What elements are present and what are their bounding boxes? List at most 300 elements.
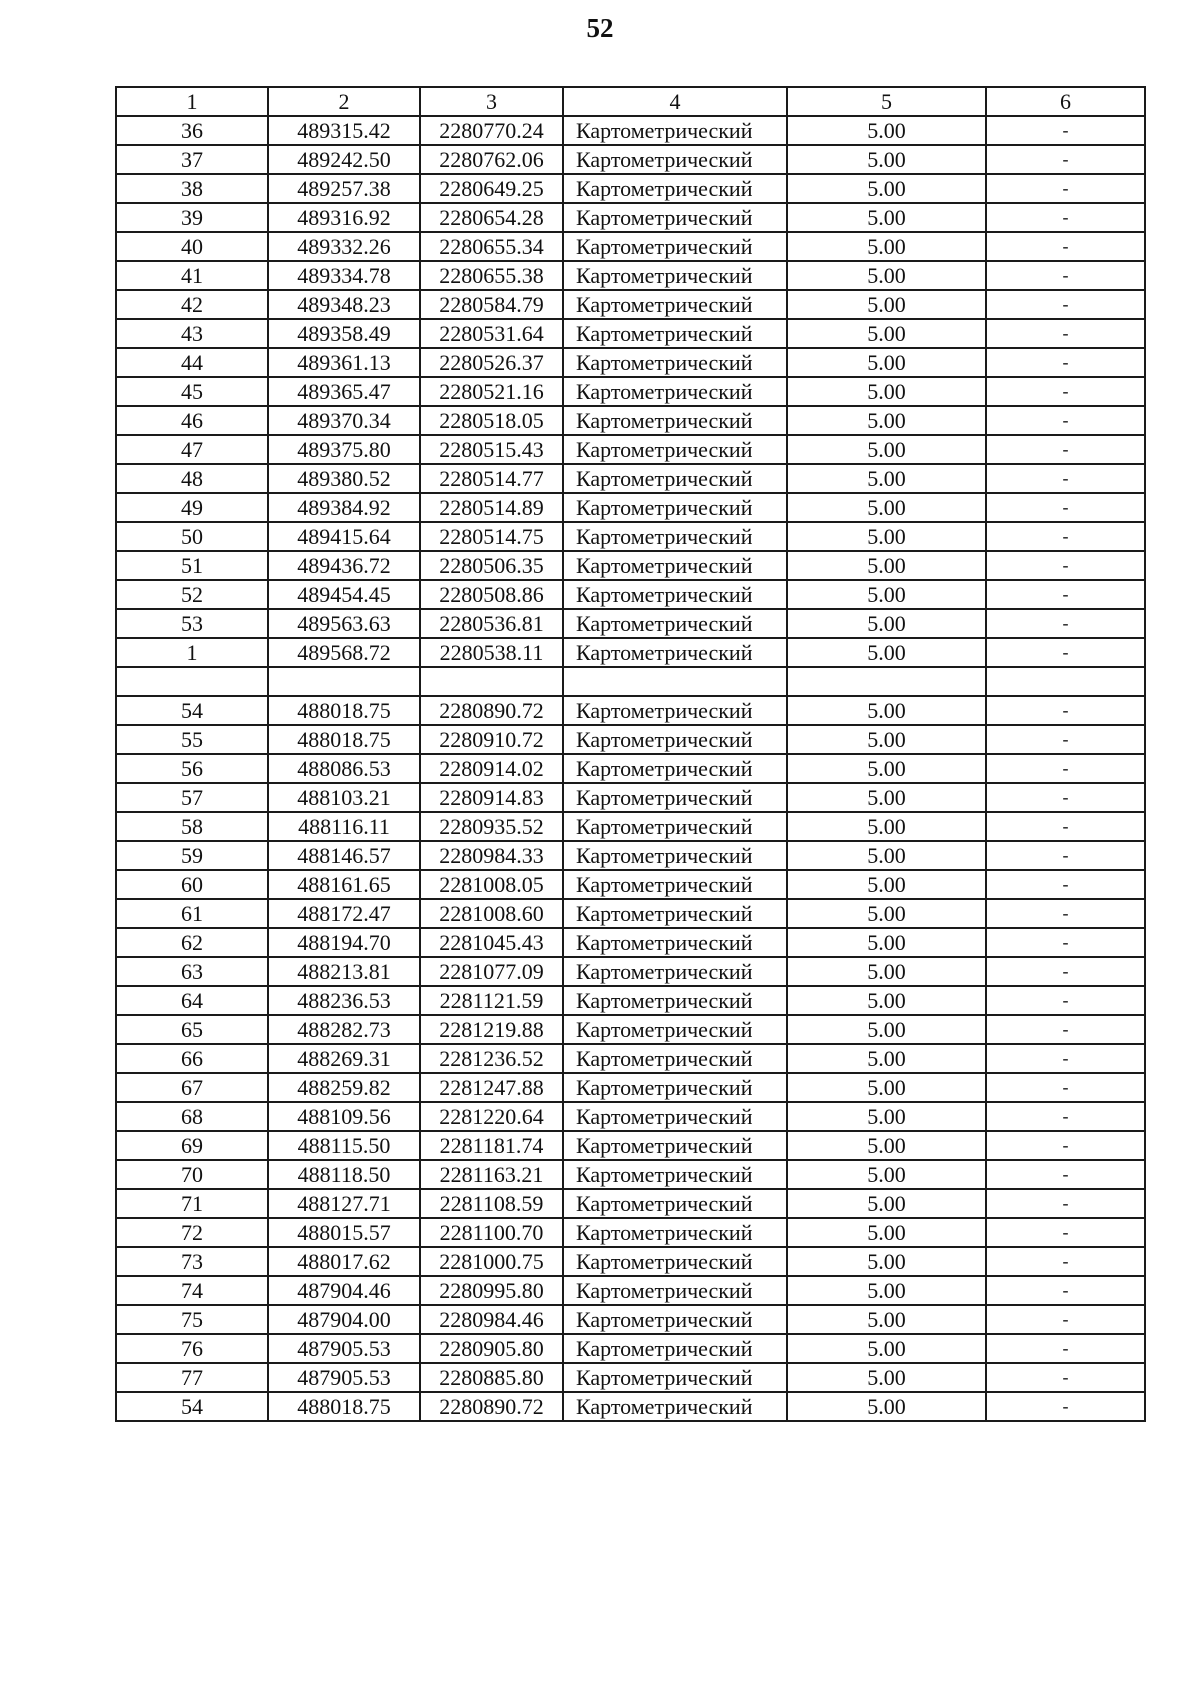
method-cell: Картометрический: [563, 783, 787, 812]
method-cell: Картометрический: [563, 261, 787, 290]
table-row: [116, 580, 1145, 609]
accuracy-cell: 5.00: [787, 464, 986, 493]
note-cell: -: [986, 1189, 1145, 1218]
y-coordinate-cell: 2280521.16: [420, 377, 563, 406]
table-row: [116, 1276, 1145, 1305]
note-cell: -: [986, 435, 1145, 464]
method-cell: Картометрический: [563, 841, 787, 870]
y-coordinate-cell: 2280914.02: [420, 754, 563, 783]
method-cell: Картометрический: [563, 174, 787, 203]
method-cell: Картометрический: [563, 1102, 787, 1131]
note-cell: -: [986, 1363, 1145, 1392]
table-row: [116, 348, 1145, 377]
accuracy-cell: 5.00: [787, 1160, 986, 1189]
method-cell: Картометрический: [563, 1247, 787, 1276]
accuracy-cell: 5.00: [787, 232, 986, 261]
table-row: [116, 1073, 1145, 1102]
method-cell: Картометрический: [563, 928, 787, 957]
x-coordinate-cell: 488017.62: [268, 1247, 420, 1276]
x-coordinate-cell: 488018.75: [268, 696, 420, 725]
y-coordinate-cell: 2280984.46: [420, 1305, 563, 1334]
point-number-cell: 72: [116, 1218, 268, 1247]
method-cell: Картометрический: [563, 464, 787, 493]
table-row: [116, 319, 1145, 348]
table-row: [116, 696, 1145, 725]
method-cell: Картометрический: [563, 812, 787, 841]
method-cell: Картометрический: [563, 696, 787, 725]
note-cell: -: [986, 1247, 1145, 1276]
accuracy-cell: 5.00: [787, 493, 986, 522]
accuracy-cell: 5.00: [787, 899, 986, 928]
x-coordinate-cell: 489380.52: [268, 464, 420, 493]
point-number-cell: 69: [116, 1131, 268, 1160]
method-cell: Картометрический: [563, 232, 787, 261]
method-cell: Картометрический: [563, 290, 787, 319]
y-coordinate-cell: 2280508.86: [420, 580, 563, 609]
y-coordinate-cell: 2281108.59: [420, 1189, 563, 1218]
note-cell: -: [986, 232, 1145, 261]
note-cell: -: [986, 493, 1145, 522]
accuracy-cell: 5.00: [787, 841, 986, 870]
table-row: [116, 377, 1145, 406]
note-cell: -: [986, 348, 1145, 377]
accuracy-cell: 5.00: [787, 1276, 986, 1305]
point-number-cell: 77: [116, 1363, 268, 1392]
method-cell: Картометрический: [563, 1189, 787, 1218]
y-coordinate-cell: 2280885.80: [420, 1363, 563, 1392]
note-cell: -: [986, 377, 1145, 406]
method-cell: Картометрический: [563, 609, 787, 638]
x-coordinate-cell: 489348.23: [268, 290, 420, 319]
method-cell: Картометрический: [563, 1073, 787, 1102]
point-number-cell: 55: [116, 725, 268, 754]
point-number-cell: 74: [116, 1276, 268, 1305]
accuracy-cell: 5.00: [787, 1363, 986, 1392]
y-coordinate-cell: 2280655.34: [420, 232, 563, 261]
y-coordinate-cell: 2280655.38: [420, 261, 563, 290]
header-cell: 1: [116, 87, 268, 116]
table-row: [116, 261, 1145, 290]
point-number-cell: 65: [116, 1015, 268, 1044]
method-cell: Картометрический: [563, 580, 787, 609]
note-cell: -: [986, 754, 1145, 783]
note-cell: -: [986, 638, 1145, 667]
note-cell: -: [986, 261, 1145, 290]
x-coordinate-cell: 488109.56: [268, 1102, 420, 1131]
table-row: [116, 812, 1145, 841]
accuracy-cell: 5.00: [787, 174, 986, 203]
accuracy-cell: 5.00: [787, 406, 986, 435]
note-cell: -: [986, 609, 1145, 638]
note-cell: -: [986, 812, 1145, 841]
x-coordinate-cell: 489454.45: [268, 580, 420, 609]
y-coordinate-cell: 2281181.74: [420, 1131, 563, 1160]
note-cell: -: [986, 986, 1145, 1015]
y-coordinate-cell: 2281247.88: [420, 1073, 563, 1102]
y-coordinate-cell: 2280914.83: [420, 783, 563, 812]
accuracy-cell: 5.00: [787, 203, 986, 232]
note-cell: -: [986, 899, 1145, 928]
table-row: [116, 1305, 1145, 1334]
method-cell: Картометрический: [563, 754, 787, 783]
x-coordinate-cell: 489332.26: [268, 232, 420, 261]
y-coordinate-cell: 2280984.33: [420, 841, 563, 870]
header-cell: 4: [563, 87, 787, 116]
x-coordinate-cell: 488259.82: [268, 1073, 420, 1102]
point-number-cell: 45: [116, 377, 268, 406]
method-cell: Картометрический: [563, 435, 787, 464]
note-cell: -: [986, 1102, 1145, 1131]
x-coordinate-cell: 487905.53: [268, 1334, 420, 1363]
table-row: [116, 1044, 1145, 1073]
y-coordinate-cell: 2281220.64: [420, 1102, 563, 1131]
note-cell: [986, 667, 1145, 696]
point-number-cell: 51: [116, 551, 268, 580]
y-coordinate-cell: 2280762.06: [420, 145, 563, 174]
table-row: [116, 725, 1145, 754]
x-coordinate-cell: 488115.50: [268, 1131, 420, 1160]
y-coordinate-cell: 2281121.59: [420, 986, 563, 1015]
accuracy-cell: 5.00: [787, 145, 986, 174]
accuracy-cell: 5.00: [787, 1044, 986, 1073]
x-coordinate-cell: 489365.47: [268, 377, 420, 406]
y-coordinate-cell: 2280514.89: [420, 493, 563, 522]
note-cell: -: [986, 290, 1145, 319]
table-row: [116, 609, 1145, 638]
table-row: [116, 1102, 1145, 1131]
table-row: [116, 290, 1145, 319]
x-coordinate-cell: 488146.57: [268, 841, 420, 870]
x-coordinate-cell: 488118.50: [268, 1160, 420, 1189]
note-cell: -: [986, 696, 1145, 725]
table-row: [116, 783, 1145, 812]
accuracy-cell: 5.00: [787, 783, 986, 812]
point-number-cell: 56: [116, 754, 268, 783]
note-cell: -: [986, 580, 1145, 609]
note-cell: -: [986, 870, 1145, 899]
y-coordinate-cell: 2281163.21: [420, 1160, 563, 1189]
accuracy-cell: 5.00: [787, 116, 986, 145]
accuracy-cell: 5.00: [787, 870, 986, 899]
x-coordinate-cell: 489316.92: [268, 203, 420, 232]
table-row: [116, 1189, 1145, 1218]
point-number-cell: 48: [116, 464, 268, 493]
x-coordinate-cell: 489563.63: [268, 609, 420, 638]
table-body: [116, 87, 1145, 1421]
accuracy-cell: 5.00: [787, 522, 986, 551]
accuracy-cell: 5.00: [787, 986, 986, 1015]
y-coordinate-cell: 2280654.28: [420, 203, 563, 232]
method-cell: Картометрический: [563, 377, 787, 406]
table-row: [116, 435, 1145, 464]
note-cell: -: [986, 1392, 1145, 1421]
point-number-cell: 50: [116, 522, 268, 551]
point-number-cell: 71: [116, 1189, 268, 1218]
point-number-cell: 44: [116, 348, 268, 377]
point-number-cell: 54: [116, 696, 268, 725]
x-coordinate-cell: 487905.53: [268, 1363, 420, 1392]
note-cell: -: [986, 928, 1145, 957]
method-cell: [563, 667, 787, 696]
y-coordinate-cell: 2280770.24: [420, 116, 563, 145]
method-cell: Картометрический: [563, 522, 787, 551]
y-coordinate-cell: 2281219.88: [420, 1015, 563, 1044]
table-row: [116, 203, 1145, 232]
x-coordinate-cell: 489384.92: [268, 493, 420, 522]
note-cell: -: [986, 1334, 1145, 1363]
x-coordinate-cell: 489415.64: [268, 522, 420, 551]
method-cell: Картометрический: [563, 899, 787, 928]
x-coordinate-cell: 488086.53: [268, 754, 420, 783]
accuracy-cell: 5.00: [787, 1334, 986, 1363]
method-cell: Картометрический: [563, 319, 787, 348]
method-cell: Картометрический: [563, 1160, 787, 1189]
y-coordinate-cell: 2280518.05: [420, 406, 563, 435]
table-row: [116, 522, 1145, 551]
accuracy-cell: 5.00: [787, 377, 986, 406]
point-number-cell: 39: [116, 203, 268, 232]
point-number-cell: 46: [116, 406, 268, 435]
method-cell: Картометрический: [563, 1392, 787, 1421]
x-coordinate-cell: 489361.13: [268, 348, 420, 377]
y-coordinate-cell: 2281045.43: [420, 928, 563, 957]
y-coordinate-cell: 2280526.37: [420, 348, 563, 377]
table-row: [116, 957, 1145, 986]
table-row: [116, 754, 1145, 783]
point-number-cell: 66: [116, 1044, 268, 1073]
point-number-cell: 57: [116, 783, 268, 812]
accuracy-cell: 5.00: [787, 348, 986, 377]
note-cell: -: [986, 841, 1145, 870]
accuracy-cell: 5.00: [787, 1131, 986, 1160]
note-cell: -: [986, 1015, 1145, 1044]
accuracy-cell: 5.00: [787, 696, 986, 725]
y-coordinate-cell: 2280935.52: [420, 812, 563, 841]
coordinates-table: [115, 86, 1146, 1422]
x-coordinate-cell: 489242.50: [268, 145, 420, 174]
table-row: [116, 232, 1145, 261]
note-cell: -: [986, 464, 1145, 493]
point-number-cell: 36: [116, 116, 268, 145]
table-row: [116, 551, 1145, 580]
accuracy-cell: 5.00: [787, 1305, 986, 1334]
y-coordinate-cell: [420, 667, 563, 696]
point-number-cell: 49: [116, 493, 268, 522]
y-coordinate-cell: 2280515.43: [420, 435, 563, 464]
y-coordinate-cell: 2280506.35: [420, 551, 563, 580]
point-number-cell: 1: [116, 638, 268, 667]
point-number-cell: 67: [116, 1073, 268, 1102]
accuracy-cell: 5.00: [787, 1218, 986, 1247]
y-coordinate-cell: 2280514.77: [420, 464, 563, 493]
point-number-cell: 52: [116, 580, 268, 609]
y-coordinate-cell: 2281236.52: [420, 1044, 563, 1073]
x-coordinate-cell: 488018.75: [268, 725, 420, 754]
header-cell: 3: [420, 87, 563, 116]
x-coordinate-cell: 489358.49: [268, 319, 420, 348]
y-coordinate-cell: 2281077.09: [420, 957, 563, 986]
table-row: [116, 406, 1145, 435]
table-row: [116, 1247, 1145, 1276]
method-cell: Картометрический: [563, 1334, 787, 1363]
x-coordinate-cell: 488161.65: [268, 870, 420, 899]
accuracy-cell: 5.00: [787, 1392, 986, 1421]
note-cell: -: [986, 406, 1145, 435]
point-number-cell: 63: [116, 957, 268, 986]
y-coordinate-cell: 2281100.70: [420, 1218, 563, 1247]
y-coordinate-cell: 2280995.80: [420, 1276, 563, 1305]
method-cell: Картометрический: [563, 1218, 787, 1247]
y-coordinate-cell: 2281008.05: [420, 870, 563, 899]
x-coordinate-cell: 488127.71: [268, 1189, 420, 1218]
accuracy-cell: 5.00: [787, 1189, 986, 1218]
note-cell: -: [986, 174, 1145, 203]
table-row: [116, 1392, 1145, 1421]
point-number-cell: 37: [116, 145, 268, 174]
accuracy-cell: 5.00: [787, 928, 986, 957]
table-row: [116, 1131, 1145, 1160]
x-coordinate-cell: 489334.78: [268, 261, 420, 290]
method-cell: Картометрический: [563, 638, 787, 667]
y-coordinate-cell: 2280536.81: [420, 609, 563, 638]
table-row: [116, 116, 1145, 145]
method-cell: Картометрический: [563, 1044, 787, 1073]
table-row: [116, 145, 1145, 174]
y-coordinate-cell: 2280538.11: [420, 638, 563, 667]
point-number-cell: 59: [116, 841, 268, 870]
table-row: [116, 899, 1145, 928]
method-cell: Картометрический: [563, 870, 787, 899]
accuracy-cell: 5.00: [787, 1102, 986, 1131]
x-coordinate-cell: 487904.46: [268, 1276, 420, 1305]
note-cell: -: [986, 1044, 1145, 1073]
header-cell: 5: [787, 87, 986, 116]
accuracy-cell: 5.00: [787, 609, 986, 638]
point-number-cell: 43: [116, 319, 268, 348]
x-coordinate-cell: 489315.42: [268, 116, 420, 145]
accuracy-cell: 5.00: [787, 754, 986, 783]
accuracy-cell: 5.00: [787, 1015, 986, 1044]
point-number-cell: 70: [116, 1160, 268, 1189]
accuracy-cell: 5.00: [787, 725, 986, 754]
accuracy-cell: 5.00: [787, 261, 986, 290]
accuracy-cell: 5.00: [787, 812, 986, 841]
method-cell: Картометрический: [563, 116, 787, 145]
table-row: [116, 1334, 1145, 1363]
x-coordinate-cell: 489375.80: [268, 435, 420, 464]
method-cell: Картометрический: [563, 145, 787, 174]
table-row: [116, 1363, 1145, 1392]
x-coordinate-cell: 489568.72: [268, 638, 420, 667]
x-coordinate-cell: 488018.75: [268, 1392, 420, 1421]
point-number-cell: 68: [116, 1102, 268, 1131]
point-number-cell: 53: [116, 609, 268, 638]
note-cell: -: [986, 1131, 1145, 1160]
point-number-cell: 64: [116, 986, 268, 1015]
point-number-cell: 73: [116, 1247, 268, 1276]
table-row: [116, 1160, 1145, 1189]
note-cell: -: [986, 1276, 1145, 1305]
y-coordinate-cell: 2280890.72: [420, 696, 563, 725]
note-cell: -: [986, 551, 1145, 580]
table-row: [116, 667, 1145, 696]
note-cell: -: [986, 783, 1145, 812]
point-number-cell: [116, 667, 268, 696]
table-row: [116, 638, 1145, 667]
x-coordinate-cell: 489436.72: [268, 551, 420, 580]
table-header-row: [116, 87, 1145, 116]
y-coordinate-cell: 2280584.79: [420, 290, 563, 319]
x-coordinate-cell: 488194.70: [268, 928, 420, 957]
y-coordinate-cell: 2280910.72: [420, 725, 563, 754]
table-row: [116, 928, 1145, 957]
note-cell: -: [986, 203, 1145, 232]
method-cell: Картометрический: [563, 1276, 787, 1305]
y-coordinate-cell: 2280905.80: [420, 1334, 563, 1363]
accuracy-cell: 5.00: [787, 290, 986, 319]
point-number-cell: 62: [116, 928, 268, 957]
x-coordinate-cell: 488236.53: [268, 986, 420, 1015]
table-row: [116, 493, 1145, 522]
x-coordinate-cell: 488103.21: [268, 783, 420, 812]
point-number-cell: 41: [116, 261, 268, 290]
x-coordinate-cell: 487904.00: [268, 1305, 420, 1334]
page-number: 52: [586, 13, 614, 43]
accuracy-cell: [787, 667, 986, 696]
header-cell: 6: [986, 87, 1145, 116]
method-cell: Картометрический: [563, 1363, 787, 1392]
x-coordinate-cell: 488172.47: [268, 899, 420, 928]
note-cell: -: [986, 145, 1145, 174]
note-cell: -: [986, 725, 1145, 754]
note-cell: -: [986, 1305, 1145, 1334]
header-cell: 2: [268, 87, 420, 116]
note-cell: -: [986, 116, 1145, 145]
note-cell: -: [986, 1160, 1145, 1189]
method-cell: Картометрический: [563, 1305, 787, 1334]
table-row: [116, 1015, 1145, 1044]
point-number-cell: 54: [116, 1392, 268, 1421]
y-coordinate-cell: 2281008.60: [420, 899, 563, 928]
method-cell: Картометрический: [563, 1131, 787, 1160]
point-number-cell: 42: [116, 290, 268, 319]
method-cell: Картометрический: [563, 986, 787, 1015]
x-coordinate-cell: 488282.73: [268, 1015, 420, 1044]
x-coordinate-cell: 488015.57: [268, 1218, 420, 1247]
x-coordinate-cell: 488269.31: [268, 1044, 420, 1073]
point-number-cell: 76: [116, 1334, 268, 1363]
accuracy-cell: 5.00: [787, 1073, 986, 1102]
table-row: [116, 986, 1145, 1015]
point-number-cell: 75: [116, 1305, 268, 1334]
method-cell: Картометрический: [563, 348, 787, 377]
note-cell: -: [986, 957, 1145, 986]
note-cell: -: [986, 319, 1145, 348]
method-cell: Картометрический: [563, 551, 787, 580]
table-row: [116, 174, 1145, 203]
point-number-cell: 38: [116, 174, 268, 203]
y-coordinate-cell: 2280514.75: [420, 522, 563, 551]
x-coordinate-cell: 488116.11: [268, 812, 420, 841]
method-cell: Картометрический: [563, 1015, 787, 1044]
method-cell: Картометрический: [563, 406, 787, 435]
method-cell: Картометрический: [563, 725, 787, 754]
y-coordinate-cell: 2280890.72: [420, 1392, 563, 1421]
x-coordinate-cell: 488213.81: [268, 957, 420, 986]
table-row: [116, 841, 1145, 870]
accuracy-cell: 5.00: [787, 319, 986, 348]
point-number-cell: 60: [116, 870, 268, 899]
